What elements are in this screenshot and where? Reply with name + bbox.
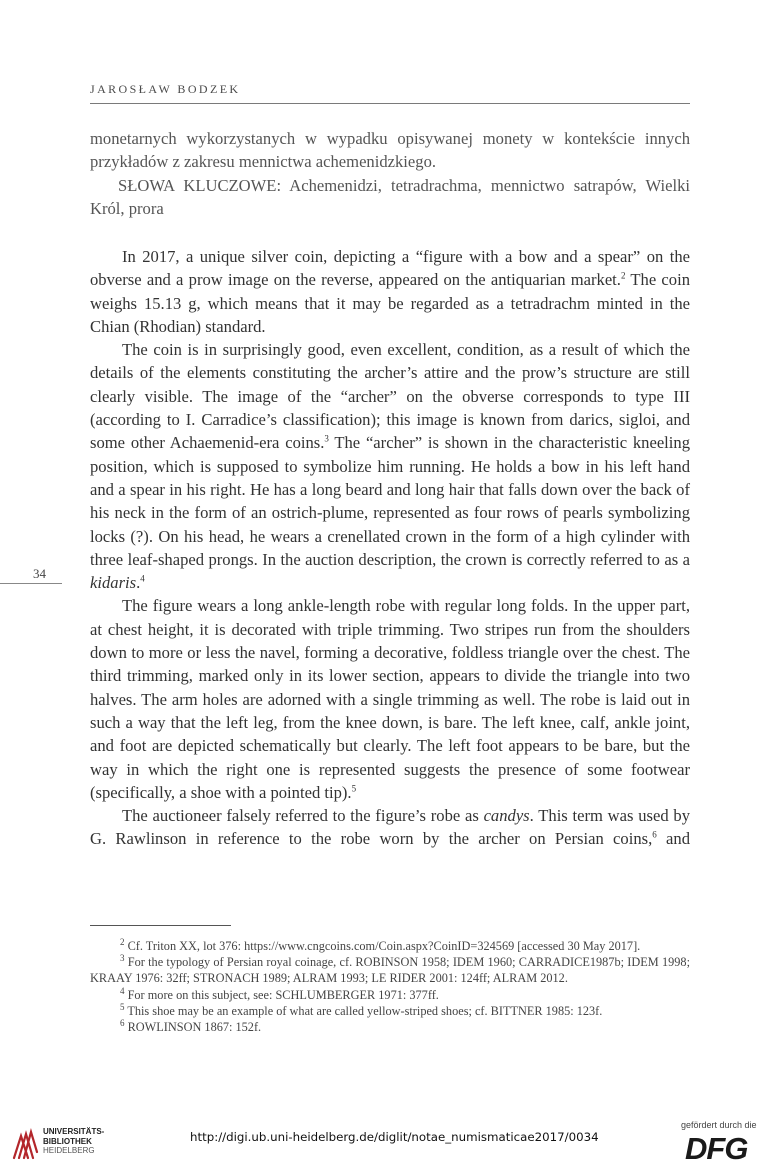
footnote-ref-3[interactable]: 3 — [324, 433, 329, 444]
library-logo-icon[interactable] — [10, 1122, 40, 1162]
abstract-text: monetarnych wykorzystanych w wypadku opisywanej monety w kontekście innych przykładów z zakresu mennictwa achemenidzkiego. — [90, 129, 690, 172]
article-body — [90, 245, 690, 851]
footnote-4: $^4$ For more on this subject, see: SCHLUMBERGER 1971: 377ff. — [120, 985, 439, 1002]
header-divider — [90, 103, 690, 104]
footnote-6: $^6$ ROWLINSON 1867: 152f. — [120, 1017, 262, 1035]
footnote-ref-5[interactable]: 5 — [351, 783, 357, 794]
footnote-ref-6[interactable]: 6 — [652, 829, 657, 840]
dfg-logo[interactable]: DFG — [685, 1131, 748, 1166]
keywords: SŁOWA KLUCZOWE: Achemenidzi, tetradrachma, mennictwo satrapów, Wielki Król, prora — [90, 175, 690, 219]
footnote-2: $^2$ Cf. Triton XX, lot 376: https://www.cngcoins.com/Coin.aspx?CoinID=324569 [accessed 30 May 2017]. — [120, 936, 641, 953]
digitization-footer — [0, 1110, 770, 1170]
footnotes — [90, 938, 690, 1035]
library-name[interactable]: UNIVERSITÄTS- BIBLIOTHEK HEIDELBERG — [43, 1127, 105, 1155]
term-candys: candys — [483, 806, 530, 826]
footnote-ref-4[interactable]: 4 — [140, 573, 145, 584]
footnote-3: $^3$ For the typology of Persian royal coinage, cf. ROBINSON 1958; IDEM 1960; CARRADICE1987b; IDEM 1998; KRAAY 1976: 32ff; STRONACH 1989; ALRAM 1993; LE RIDER 2001: 124ff; ALRAM 2012. — [90, 953, 690, 986]
source-url-link[interactable]: http://digi.ub.uni-heidelberg.de/diglit/notae_numismaticae2017/0034 — [190, 1130, 599, 1144]
margin-rule — [0, 583, 62, 584]
footnote-ref-2[interactable]: 2 — [620, 270, 626, 281]
paragraph-4: The auctioneer falsely referred to the figure’s robe as candys. This term was used by G. Rawlinson in reference to the robe worn by the archer on Persian coins,$^6$ and — [90, 806, 691, 849]
term-kidaris: kidaris — [90, 573, 137, 593]
funding-text: gefördert durch die — [681, 1120, 757, 1130]
running-head: JAROSŁAW BODZEK — [90, 82, 241, 96]
footnote-5: $^5$ This shoe may be an example of what are called yellow-striped shoes; cf. BITTNER 1985: 123f. — [120, 1001, 603, 1018]
page-number: 34 — [33, 566, 46, 581]
abstract-continuation — [90, 127, 690, 221]
paragraph-3: The figure wears a long ankle-length robe with regular long folds. In the upper part, at chest height, it is decorated with triple trimming. Two stripes run from the shoulders down to more or less the navel, forming a decorative, foldless triangle over the chest. The third trimming, marked only in its lower section, appears to divide the triangle into two halves. The arm holes are adorned with a single trimming as well. The robe is laid out in such a way that the left leg, from the knee down, is bare. The left knee, calf, ankle joint, and foot are depicted schematically but clearly. The left foot appears to be bare, but the way in which the right one is represented suggests the presence of some footwear (specifically, a shoe with a pointed tip).$^5$ — [90, 596, 690, 802]
paragraph-2: The coin is in surprisingly good, even excellent, condition, as a result of which the details of the elements constituting the archer’s attire and the prow’s structure are still clearly visible. The image of the “archer” on the obverse corresponds to type III (according to I. Carradice’s classification); this image is known from darics, sigloi, and some other Achaemenid-era coins.$^3$ The “archer” is shown in the characteristic kneeling position, which is supposed to symbolize him running. He holds a bow in his left hand and a spear in his right. He has a long beard and long hair that falls down over the back of his neck in the form of an ostrich-plume, represented as four rows of pearls symbolizing locks (?). On his head, he wears a crenellated crown in the form of a high cylinder with three leaf-shaped prongs. In the auction description, the crown is correctly referred to as a kidaris.$^4$ — [90, 340, 690, 593]
footnote-divider — [90, 925, 231, 926]
paragraph-1: In 2017, a unique silver coin, depicting a “figure with a bow and a spear” on the obverse and a prow image on the reverse, appeared on the antiquarian market.$^2$ The coin weighs 15.13 g, which means that it may be regarded as a tetradrachm minted in the Chian (Rhodian) standard. — [90, 247, 690, 336]
